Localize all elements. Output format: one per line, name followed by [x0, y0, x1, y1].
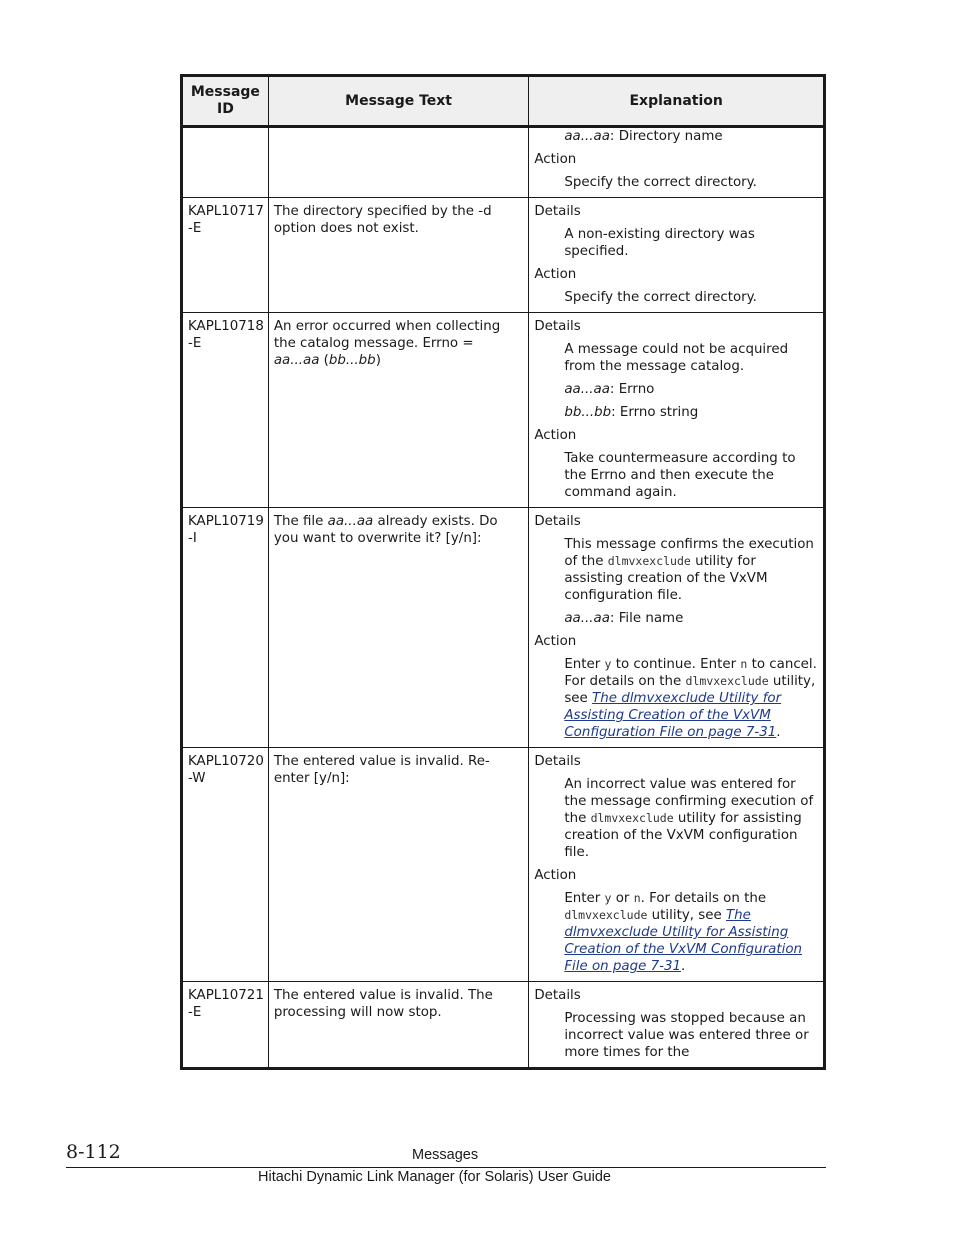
message-id-cell: KAPL10720 -W: [182, 748, 269, 982]
details-label: Details: [534, 204, 581, 219]
explanation-cell: [529, 982, 825, 1069]
message-text-cell: [268, 127, 529, 198]
footer-section-title: Messages: [412, 1147, 479, 1163]
table-row: [182, 982, 825, 1069]
header-explanation: Explanation: [529, 76, 825, 127]
message-text-cell: The entered value is invalid. The processing will now stop.: [268, 982, 529, 1069]
cross-reference-link[interactable]: The dlmvxexclude Utility for Assisting Creation of the VxVM Configuration File on page 7-31: [564, 691, 782, 740]
message-id-cell: KAPL10719 -I: [182, 508, 269, 748]
table-row: [182, 748, 825, 982]
action-text: Enter y to continue. Enter n to cancel. For details on the dlmvxexclude utility, see The dlmvxexclude Utility for Assisting Creation of the VxVM Configuration File on page 7-31.: [564, 657, 817, 740]
message-id-cell: KAPL10718 -E: [182, 313, 269, 508]
parameter-line: bb...bb: Errno string: [564, 405, 699, 420]
action-label: Action: [534, 428, 577, 443]
header-message-text: Message Text: [268, 76, 529, 127]
explanation-cell: [529, 127, 825, 198]
details-text: A non-existing directory was specified.: [564, 227, 755, 259]
explanation-cell: [529, 748, 825, 982]
details-label: Details: [534, 988, 581, 1003]
header-message-id: Message ID: [182, 76, 269, 127]
details-text: An incorrect value was entered for the message confirming execution of the dlmvxexclude utility for assisting creation of the VxVM configuration file.: [564, 777, 814, 860]
message-id-cell: KAPL10717 -E: [182, 198, 269, 313]
explanation-cell: [529, 508, 825, 748]
action-label: Action: [534, 634, 577, 649]
action-label: Action: [534, 152, 577, 167]
message-text-cell: An error occurred when collecting the catalog message. Errno = aa...aa (bb...bb): [268, 313, 529, 508]
parameter-line: aa...aa: File name: [564, 611, 684, 626]
explanation-cell: [529, 198, 825, 313]
table-row: [182, 508, 825, 748]
explanation-cell: [529, 313, 825, 508]
message-text-cell: The file aa...aa already exists. Do you want to overwrite it? [y/n]:: [268, 508, 529, 748]
message-text-cell: The directory specified by the -d option does not exist.: [268, 198, 529, 313]
details-label: Details: [534, 319, 581, 334]
table-header-row: [182, 76, 825, 127]
footer-divider: [66, 1167, 826, 1168]
message-text-cell: The entered value is invalid. Re-enter [y/n]:: [268, 748, 529, 982]
action-text: Specify the correct directory.: [564, 175, 757, 190]
action-text: Enter y or n. For details on the dlmvxexclude utility, see The dlmvxexclude Utility for Assisting Creation of the VxVM Configuration File on page 7-31.: [564, 891, 803, 974]
details-text: Processing was stopped because an incorrect value was entered three or more times for the: [564, 1011, 809, 1060]
table-row: [182, 313, 825, 508]
parameter-line: aa...aa: Errno: [564, 382, 655, 397]
table-row: [182, 127, 825, 198]
parameter-line: aa...aa: Directory name: [564, 129, 723, 144]
message-id-cell: [182, 127, 269, 198]
details-label: Details: [534, 514, 581, 529]
cross-reference-link[interactable]: The dlmvxexclude Utility for Assisting Creation of the VxVM Configuration File on page 7-31: [564, 908, 803, 974]
action-label: Action: [534, 267, 577, 282]
messages-table: [180, 74, 826, 1070]
page-number: 8-112: [66, 1141, 121, 1163]
footer-guide-title: Hitachi Dynamic Link Manager (for Solaris) User Guide: [258, 1169, 611, 1185]
details-text: A message could not be acquired from the message catalog.: [564, 342, 789, 374]
action-text: Take countermeasure according to the Errno and then execute the command again.: [564, 451, 796, 500]
details-text: This message confirms the execution of the dlmvxexclude utility for assisting creation of the VxVM configuration file.: [564, 537, 814, 603]
action-label: Action: [534, 868, 577, 883]
action-text: Specify the correct directory.: [564, 290, 757, 305]
message-id-cell: KAPL10721 -E: [182, 982, 269, 1069]
details-label: Details: [534, 754, 581, 769]
table-row: [182, 198, 825, 313]
